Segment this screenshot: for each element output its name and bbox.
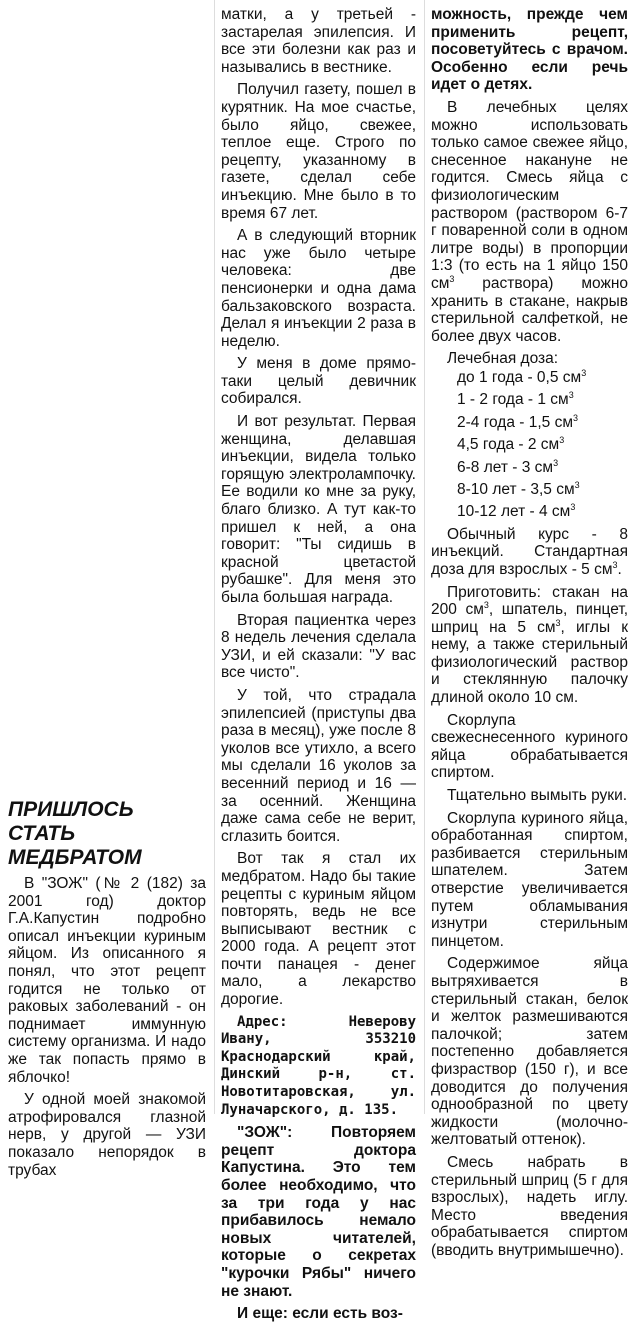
superscript: 3 <box>581 367 587 378</box>
dose-item <box>431 459 628 476</box>
paragraph: У одной моей знакомой атрофировался глазной нерв, у другой — УЗИ показало непорядок в трубах <box>8 1091 206 1179</box>
prep-text-2: , шпатель, пинцет, шприц на 5 см <box>431 601 629 636</box>
paragraph: Смесь набрать в стерильный шприц (5 г для взрослых), надеть иглу. Место введения обрабатывается спиртом (вводить внутримышечно). <box>431 1153 628 1259</box>
reader-address: Адрес: Неверову Ивану, 353210 Краснодарский край, Динский р-н, ст. Новотитаровская, ул. Луначарского, д. 135. <box>221 1013 416 1118</box>
dose-text: 10-12 лет - 4 см <box>457 503 571 521</box>
paragraph: У той, что страдала эпилепсией (приступы два раза в месяц), уже после 8 уколов все утихло, а всего мы сделали 16 уколов за весенний период и 16 — за осенний. Женщина даже сама себе не верит, сглазить боится. <box>221 686 416 845</box>
recipe-text: В лечебных целях можно использовать только самое свежее яйцо, снесенное накануне не годится. Смесь яйца с физиологическим раствором (раствором 6-7 г поваренной соли в одном литре воды) в пропорции 1:3 (то есть на 1 яйцо 150 см <box>431 98 628 292</box>
dose-text: до 1 года - 0,5 см <box>457 368 582 386</box>
superscript: 3 <box>574 479 580 490</box>
dose-title: Лечебная доза: <box>447 350 559 368</box>
editor-note: "ЗОЖ": Повторяем рецепт доктора Капустина. Это тем более необходимо, что за три года у нас прибавилось немало новых читателей, которые о секретах "курочки Рябы" ничего не знают. <box>221 1124 416 1300</box>
course-tail: . <box>617 560 622 578</box>
column-divider-1 <box>214 0 215 1114</box>
dose-text: 6-8 лет - 3 см <box>457 458 554 476</box>
dose-item <box>431 436 628 453</box>
dose-item <box>431 369 628 386</box>
superscript: 3 <box>568 390 574 401</box>
recipe-text-tail: раствора) можно хранить в стакане, накрыв стерильной салфеткой, не более двух часов. <box>431 274 628 345</box>
dose-item <box>431 481 628 498</box>
dose-text: 4,5 года - 2 см <box>457 436 560 454</box>
dose-text: 1 - 2 года - 1 см <box>457 391 569 409</box>
editor-note-tail: можность, прежде чем применить рецепт, посоветуйтесь с врачом. Особенно если речь идет о детях. <box>431 6 628 94</box>
paragraph <box>431 99 628 345</box>
headline-line-1: ПРИШЛОСЬ СТАТЬ <box>8 798 134 845</box>
superscript: 3 <box>483 599 489 610</box>
paragraph: В "ЗОЖ" (№ 2 (182) за 2001 год) доктор Г.А.Капустин подробно описал инъекции куриным яйцом. Из описанного я понял, что этот рецепт годится не только от раковых заболеваний - он поднимает иммунную систему организма. И надо же так попасть прямо в яблочко! <box>8 875 206 1086</box>
article-column-1 <box>8 798 206 1184</box>
prep-paragraph <box>431 584 628 707</box>
paragraph: Тщательно вымыть руки. <box>447 787 628 805</box>
course-paragraph <box>431 526 628 579</box>
superscript: 3 <box>555 617 561 628</box>
prep-text-1: Приготовить: стакан на 200 см <box>431 583 628 619</box>
article-headline <box>8 798 206 870</box>
column-divider-2 <box>424 0 425 1114</box>
paragraph: И вот результат. Первая женщина, делавшая инъекции, видела только горящую электролампочку. Ее водили ко мне за руку, благо близко. А тут как-то пришел к ней, а она говорит: "Ты сидишь в красной цветастой рубашке". Для меня это была большая награда. <box>221 413 416 606</box>
dose-item <box>431 414 628 431</box>
headline-line-2: МЕДБРАТОМ <box>8 846 142 869</box>
superscript: 3 <box>573 412 579 423</box>
paragraph: Вторая пациентка через 8 недель лечения сделала УЗИ, и ей сказали: "У вас все чисто". <box>221 611 416 682</box>
paragraph: Вот так я стал их медбратом. Надо бы такие рецепты с куриным яйцом повторять, ведь не все выписывают вестник с 2000 года. А рецепт этот почти панацея - денег мало, а лекарство дорогие. <box>221 850 416 1009</box>
paragraph: Получил газету, пошел в курятник. На мое счастье, было яйцо, свежее, теплое еще. Строго по рецепту, указанному в газете, сделал себе инъекцию. Мне было в то время 67 лет. <box>221 81 416 222</box>
superscript: 3 <box>612 559 618 570</box>
paragraph: матки, а у третьей - застарелая эпилепсия. И все эти болезни как раз и назывались в вестнике. <box>221 6 416 76</box>
dose-list <box>431 369 628 521</box>
article-column-3 <box>431 6 628 1264</box>
dose-text: 2-4 года - 1,5 см <box>457 413 574 431</box>
paragraph: У меня в доме прямо-таки целый девичник собирался. <box>221 355 416 408</box>
superscript: 3 <box>559 434 565 445</box>
editor-note-continued: И еще: если есть воз- <box>237 1305 403 1323</box>
course-text: Обычный курс - 8 инъекций. Стандартная доза для взрослых - 5 см <box>431 525 628 578</box>
dose-text: 8-10 лет - 3,5 см <box>457 480 575 498</box>
dose-item <box>431 503 628 520</box>
paragraph: Скорлупа куриного яйца, обработанная спиртом, разбивается стерильным шпателем. Затем отверстие увеличивается путем обламывания изнутри стерильным пинцетом. <box>431 809 628 950</box>
superscript: 3 <box>449 273 455 284</box>
paragraph: А в следующий вторник нас уже было четыре человека: две пенсионерки и одна дама бальзаковского возраста. Делал я инъекции 2 раза в неделю. <box>221 227 416 350</box>
dose-item <box>431 391 628 408</box>
superscript: 3 <box>553 457 559 468</box>
paragraph: Содержимое яйца вытряхивается в стерильный стакан, белок и желток размешиваются палочкой; затем постепенно добавляется физраствор (150 г), и все доводится до получения однообразной по цвету жидкости (молочно-желтоватый оттенок). <box>431 955 628 1149</box>
prep-text-3: , иглы к нему, а также стерильный физиологический раствор и стеклянную палочку длиной около 10 см. <box>431 618 628 707</box>
paragraph: Скорлупа свежеснесенного куриного яйца обрабатывается спиртом. <box>431 711 628 782</box>
article-column-2 <box>221 6 416 1328</box>
superscript: 3 <box>570 502 576 513</box>
